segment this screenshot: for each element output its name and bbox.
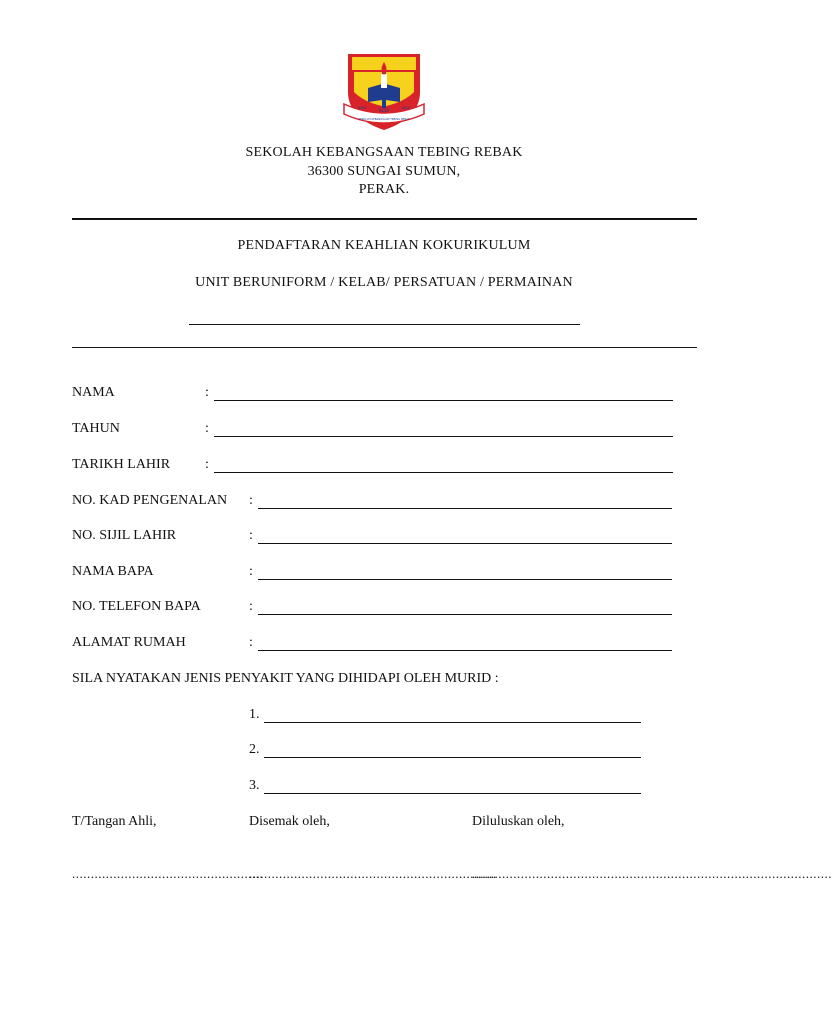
field-label-alamat-rumah: ALAMAT RUMAH bbox=[72, 635, 186, 650]
field-colon: : bbox=[205, 421, 209, 436]
illness-line-1[interactable] bbox=[264, 722, 641, 723]
signature-dots-approved[interactable]: ................................................................................................ bbox=[472, 866, 832, 881]
field-line-no-sijil-lahir[interactable] bbox=[258, 543, 672, 544]
logo-banner-right: JASA bbox=[401, 106, 411, 110]
field-colon: : bbox=[205, 457, 209, 472]
field-line-no-telefon-bapa[interactable] bbox=[258, 614, 672, 615]
section-divider bbox=[72, 347, 697, 348]
logo-motto: SEKOLAH KEBANGSAAN TEBING REBAK bbox=[358, 118, 410, 121]
form-subtitle: UNIT BERUNIFORM / KELAB/ PERSATUAN / PERMAINAN bbox=[195, 275, 573, 290]
signature-dots-checked[interactable]: .................................................................. bbox=[249, 866, 497, 881]
signature-dots-member[interactable]: ................................................... bbox=[72, 866, 264, 881]
field-line-tarikh-lahir[interactable] bbox=[214, 472, 673, 473]
field-label-nama-bapa: NAMA BAPA bbox=[72, 564, 154, 579]
illness-item-number: 3. bbox=[249, 778, 260, 793]
signature-label-approved: Diluluskan oleh, bbox=[472, 814, 565, 829]
field-line-nama-bapa[interactable] bbox=[258, 579, 672, 580]
signature-label-member: T/Tangan Ahli, bbox=[72, 814, 157, 829]
school-state: PERAK. bbox=[358, 182, 410, 197]
logo-banner-text: BUDI bbox=[379, 108, 389, 113]
illness-line-2[interactable] bbox=[264, 757, 641, 758]
school-crest-logo bbox=[342, 48, 426, 134]
field-colon: : bbox=[249, 493, 253, 508]
field-line-tahun[interactable] bbox=[214, 436, 673, 437]
form-title: PENDAFTARAN KEAHLIAN KOKURIKULUM bbox=[237, 238, 531, 253]
field-colon: : bbox=[249, 599, 253, 614]
field-label-tarikh-lahir: TARIKH LAHIR bbox=[72, 457, 171, 472]
field-line-nama[interactable] bbox=[214, 400, 673, 401]
field-label-nama: NAMA bbox=[72, 385, 115, 400]
illness-question: SILA NYATAKAN JENIS PENYAKIT YANG DIHIDAPI OLEH MURID : bbox=[72, 671, 499, 686]
school-name: SEKOLAH KEBANGSAAN TEBING REBAK bbox=[245, 145, 523, 160]
field-colon: : bbox=[205, 385, 209, 400]
field-label-tahun: TAHUN bbox=[72, 421, 120, 436]
field-colon: : bbox=[249, 635, 253, 650]
header-divider bbox=[72, 218, 697, 220]
field-label-no-sijil-lahir: NO. SIJIL LAHIR bbox=[72, 528, 177, 543]
illness-line-3[interactable] bbox=[264, 793, 641, 794]
logo-banner-left: ILMU bbox=[357, 106, 367, 110]
unit-name-blank-line[interactable] bbox=[189, 324, 580, 325]
field-colon: : bbox=[249, 528, 253, 543]
field-label-no-telefon-bapa: NO. TELEFON BAPA bbox=[72, 599, 201, 614]
school-address: 36300 SUNGAI SUMUN, bbox=[307, 164, 461, 179]
field-line-alamat-rumah[interactable] bbox=[258, 650, 672, 651]
illness-item-number: 1. bbox=[249, 707, 260, 722]
signature-label-checked: Disemak oleh, bbox=[249, 814, 330, 829]
field-colon: : bbox=[249, 564, 253, 579]
field-label-no-kad-pengenalan: NO. KAD PENGENALAN bbox=[72, 493, 228, 508]
illness-item-number: 2. bbox=[249, 742, 260, 757]
field-line-no-kad-pengenalan[interactable] bbox=[258, 508, 672, 509]
